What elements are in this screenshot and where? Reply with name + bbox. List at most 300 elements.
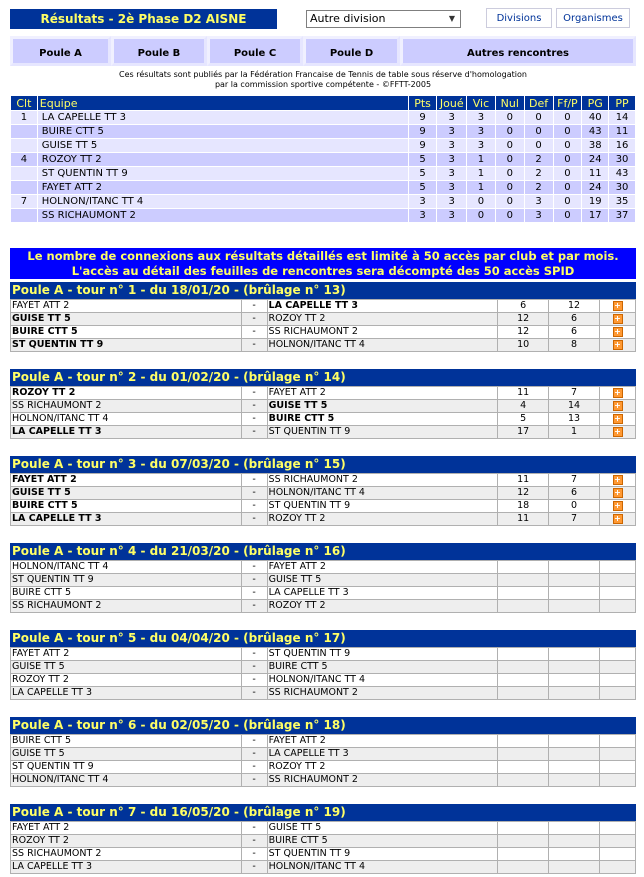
round-matches-table bbox=[10, 299, 636, 352]
match-row bbox=[11, 761, 636, 774]
notice-line-1: Le nombre de connexions aux résultats détaillés est limité à 50 accès par club et par mois. bbox=[27, 249, 619, 263]
home-score: 11 bbox=[498, 474, 549, 487]
match-row bbox=[11, 426, 636, 439]
away-team: HOLNON/ITANC TT 4 bbox=[267, 674, 498, 687]
standings-cell: 43 bbox=[582, 125, 609, 139]
col-pg: PG bbox=[582, 96, 609, 111]
home-score: 12 bbox=[498, 487, 549, 500]
standings-cell: 16 bbox=[609, 139, 636, 153]
standings-cell: 11 bbox=[582, 167, 609, 181]
home-score bbox=[498, 561, 549, 574]
standings-cell: 3 bbox=[408, 209, 437, 223]
away-score bbox=[549, 848, 600, 861]
standings-cell bbox=[11, 167, 38, 181]
standings-cell: 19 bbox=[582, 195, 609, 209]
standings-row bbox=[11, 139, 636, 153]
away-team: ST QUENTIN TT 9 bbox=[267, 848, 498, 861]
standings-cell: 0 bbox=[553, 167, 582, 181]
away-team: GUISE TT 5 bbox=[267, 400, 498, 413]
away-score: 7 bbox=[549, 387, 600, 400]
away-score: 13 bbox=[549, 413, 600, 426]
away-team: GUISE TT 5 bbox=[267, 574, 498, 587]
standings-cell: 17 bbox=[582, 209, 609, 223]
division-select-value: Autre division bbox=[310, 12, 386, 25]
tab-poule-a[interactable]: Poule A bbox=[10, 36, 111, 66]
plus-icon[interactable]: + bbox=[614, 387, 621, 397]
standings-cell: 3 bbox=[437, 139, 467, 153]
detail-cell bbox=[600, 774, 636, 787]
standings-cell: 5 bbox=[408, 181, 437, 195]
home-team: BUIRE CTT 5 bbox=[11, 587, 242, 600]
standings-cell: 3 bbox=[467, 125, 496, 139]
match-row bbox=[11, 474, 636, 487]
detail-cell bbox=[600, 339, 636, 352]
away-score bbox=[549, 574, 600, 587]
away-team: LA CAPELLE TT 3 bbox=[267, 748, 498, 761]
home-score: 12 bbox=[498, 313, 549, 326]
round-matches-table bbox=[10, 386, 636, 439]
away-team: ST QUENTIN TT 9 bbox=[267, 426, 498, 439]
col-pts: Pts bbox=[408, 96, 437, 111]
match-row bbox=[11, 861, 636, 874]
standings-cell: 0 bbox=[495, 153, 524, 167]
standings-cell: 24 bbox=[582, 153, 609, 167]
home-team: LA CAPELLE TT 3 bbox=[11, 513, 242, 526]
plus-icon[interactable]: + bbox=[614, 500, 621, 510]
plus-icon[interactable]: + bbox=[614, 426, 621, 436]
home-score bbox=[498, 848, 549, 861]
team-name: ROZOY TT 2 bbox=[37, 153, 408, 167]
match-separator: - bbox=[241, 500, 267, 513]
home-score bbox=[498, 822, 549, 835]
standings-cell: 0 bbox=[495, 195, 524, 209]
standings-cell: 0 bbox=[553, 153, 582, 167]
match-row bbox=[11, 313, 636, 326]
standings-cell: 0 bbox=[524, 139, 553, 153]
away-team: ST QUENTIN TT 9 bbox=[267, 500, 498, 513]
match-row bbox=[11, 835, 636, 848]
team-name: FAYET ATT 2 bbox=[37, 181, 408, 195]
match-separator: - bbox=[241, 387, 267, 400]
detail-cell bbox=[600, 735, 636, 748]
away-team: LA CAPELLE TT 3 bbox=[267, 587, 498, 600]
away-score: 7 bbox=[549, 474, 600, 487]
away-score: 8 bbox=[549, 339, 600, 352]
match-separator: - bbox=[241, 413, 267, 426]
home-team: ST QUENTIN TT 9 bbox=[11, 574, 242, 587]
standings-cell: 1 bbox=[467, 153, 496, 167]
match-row bbox=[11, 561, 636, 574]
home-score: 11 bbox=[498, 387, 549, 400]
away-team: BUIRE CTT 5 bbox=[267, 835, 498, 848]
detail-cell bbox=[600, 313, 636, 326]
away-team: ROZOY TT 2 bbox=[267, 313, 498, 326]
notice-line-2: L'accès au détail des feuilles de rencontres sera décompté des 50 accès SPID bbox=[71, 264, 575, 278]
away-score bbox=[549, 835, 600, 848]
standings-cell: 3 bbox=[437, 153, 467, 167]
standings-cell: 3 bbox=[467, 139, 496, 153]
standings-cell: 0 bbox=[495, 167, 524, 181]
match-separator: - bbox=[241, 861, 267, 874]
home-team: HOLNON/ITANC TT 4 bbox=[11, 561, 242, 574]
detail-cell bbox=[600, 674, 636, 687]
match-separator: - bbox=[241, 822, 267, 835]
standings-cell: 37 bbox=[609, 209, 636, 223]
standings-cell: 0 bbox=[495, 139, 524, 153]
plus-icon[interactable]: + bbox=[614, 339, 621, 349]
col-clt: Clt bbox=[11, 96, 38, 111]
standings-cell: 1 bbox=[467, 167, 496, 181]
away-score bbox=[549, 748, 600, 761]
round-title: Poule A - tour n° 3 - du 07/03/20 - (brûlage n° 15) bbox=[10, 456, 636, 473]
home-score: 6 bbox=[498, 300, 549, 313]
away-team: ROZOY TT 2 bbox=[267, 513, 498, 526]
away-score: 14 bbox=[549, 400, 600, 413]
standings-table bbox=[10, 95, 636, 223]
detail-cell bbox=[600, 687, 636, 700]
standings-row bbox=[11, 125, 636, 139]
match-row bbox=[11, 300, 636, 313]
tab-poule-d[interactable]: Poule D bbox=[303, 36, 400, 66]
away-team: ROZOY TT 2 bbox=[267, 761, 498, 774]
round-title: Poule A - tour n° 2 - du 01/02/20 - (brûlage n° 14) bbox=[10, 369, 636, 386]
away-team: SS RICHAUMONT 2 bbox=[267, 687, 498, 700]
match-separator: - bbox=[241, 835, 267, 848]
standings-cell: 7 bbox=[11, 195, 38, 209]
detail-cell bbox=[600, 413, 636, 426]
away-score bbox=[549, 661, 600, 674]
round-matches-table bbox=[10, 821, 636, 874]
detail-cell bbox=[600, 387, 636, 400]
round-matches-table bbox=[10, 560, 636, 613]
match-row bbox=[11, 822, 636, 835]
detail-cell bbox=[600, 487, 636, 500]
away-team: HOLNON/ITANC TT 4 bbox=[267, 339, 498, 352]
standings-cell: 3 bbox=[437, 209, 467, 223]
away-score bbox=[549, 861, 600, 874]
standings-cell: 5 bbox=[408, 167, 437, 181]
match-row bbox=[11, 387, 636, 400]
home-team: GUISE TT 5 bbox=[11, 661, 242, 674]
match-separator: - bbox=[241, 674, 267, 687]
standings-cell: 0 bbox=[467, 195, 496, 209]
away-team: BUIRE CTT 5 bbox=[267, 661, 498, 674]
standings-cell: 0 bbox=[495, 181, 524, 195]
plus-icon[interactable]: + bbox=[614, 313, 621, 323]
standings-cell: 3 bbox=[437, 111, 467, 125]
away-score bbox=[549, 561, 600, 574]
match-row bbox=[11, 735, 636, 748]
match-separator: - bbox=[241, 687, 267, 700]
home-score bbox=[498, 648, 549, 661]
home-score: 18 bbox=[498, 500, 549, 513]
plus-icon[interactable]: + bbox=[614, 513, 621, 523]
home-team: LA CAPELLE TT 3 bbox=[11, 861, 242, 874]
detail-cell bbox=[600, 587, 636, 600]
match-separator: - bbox=[241, 474, 267, 487]
away-score bbox=[549, 600, 600, 613]
standings-cell: 24 bbox=[582, 181, 609, 195]
division-select[interactable] bbox=[306, 10, 461, 28]
away-team: FAYET ATT 2 bbox=[267, 561, 498, 574]
standings-cell: 2 bbox=[524, 181, 553, 195]
round-matches-table bbox=[10, 647, 636, 700]
top-bar bbox=[0, 0, 644, 34]
match-separator: - bbox=[241, 300, 267, 313]
home-score: 11 bbox=[498, 513, 549, 526]
home-score bbox=[498, 661, 549, 674]
match-separator: - bbox=[241, 848, 267, 861]
away-score bbox=[549, 674, 600, 687]
standings-cell: 0 bbox=[553, 139, 582, 153]
standings-cell: 0 bbox=[495, 209, 524, 223]
home-team: FAYET ATT 2 bbox=[11, 300, 242, 313]
standings-cell: 0 bbox=[524, 125, 553, 139]
standings-cell: 0 bbox=[495, 111, 524, 125]
match-row bbox=[11, 674, 636, 687]
disclaimer-line-1: Ces résultats sont publiés par la Fédération Francaise de Tennis de table sous réserve d'homologation bbox=[118, 70, 527, 79]
standings-cell: 9 bbox=[408, 125, 437, 139]
round-section bbox=[10, 282, 636, 352]
detail-cell bbox=[600, 574, 636, 587]
away-team: SS RICHAUMONT 2 bbox=[267, 774, 498, 787]
match-row bbox=[11, 774, 636, 787]
away-team: ST QUENTIN TT 9 bbox=[267, 648, 498, 661]
away-score: 6 bbox=[549, 326, 600, 339]
disclaimer bbox=[10, 70, 636, 90]
col-def: Def bbox=[524, 96, 553, 111]
detail-cell bbox=[600, 661, 636, 674]
round-section bbox=[10, 369, 636, 439]
round-title: Poule A - tour n° 7 - du 16/05/20 - (brûlage n° 19) bbox=[10, 804, 636, 821]
away-score: 6 bbox=[549, 487, 600, 500]
home-team: GUISE TT 5 bbox=[11, 313, 242, 326]
page-title: Résultats - 2è Phase D2 AISNE bbox=[10, 9, 277, 29]
team-name: SS RICHAUMONT 2 bbox=[37, 209, 408, 223]
home-score bbox=[498, 748, 549, 761]
match-separator: - bbox=[241, 735, 267, 748]
away-score bbox=[549, 587, 600, 600]
detail-cell bbox=[600, 400, 636, 413]
detail-cell bbox=[600, 835, 636, 848]
standings-cell: 3 bbox=[437, 167, 467, 181]
home-score bbox=[498, 687, 549, 700]
home-team: GUISE TT 5 bbox=[11, 748, 242, 761]
standings-row bbox=[11, 195, 636, 209]
match-separator: - bbox=[241, 400, 267, 413]
standings-cell: 43 bbox=[609, 167, 636, 181]
match-row bbox=[11, 748, 636, 761]
match-separator: - bbox=[241, 339, 267, 352]
detail-cell bbox=[600, 300, 636, 313]
home-team: ROZOY TT 2 bbox=[11, 674, 242, 687]
match-separator: - bbox=[241, 648, 267, 661]
home-score: 17 bbox=[498, 426, 549, 439]
away-score bbox=[549, 774, 600, 787]
home-score: 5 bbox=[498, 413, 549, 426]
standings-cell: 40 bbox=[582, 111, 609, 125]
home-team: FAYET ATT 2 bbox=[11, 648, 242, 661]
standings-cell: 3 bbox=[524, 195, 553, 209]
home-team: GUISE TT 5 bbox=[11, 487, 242, 500]
tab-poule-c[interactable]: Poule C bbox=[207, 36, 303, 66]
home-score bbox=[498, 861, 549, 874]
detail-cell bbox=[600, 513, 636, 526]
away-score: 12 bbox=[549, 300, 600, 313]
chevron-down-icon: ▼ bbox=[448, 14, 456, 23]
match-row bbox=[11, 648, 636, 661]
col-equipe: Equipe bbox=[37, 96, 408, 111]
away-team: ROZOY TT 2 bbox=[267, 600, 498, 613]
standings-cell bbox=[11, 125, 38, 139]
standings-cell bbox=[11, 209, 38, 223]
away-score bbox=[549, 735, 600, 748]
match-separator: - bbox=[241, 587, 267, 600]
match-row bbox=[11, 413, 636, 426]
plus-icon[interactable]: + bbox=[614, 326, 621, 336]
col-pp: PP bbox=[609, 96, 636, 111]
round-section bbox=[10, 543, 636, 613]
detail-cell bbox=[600, 822, 636, 835]
away-team: GUISE TT 5 bbox=[267, 822, 498, 835]
detail-cell bbox=[600, 561, 636, 574]
round-matches-table bbox=[10, 734, 636, 787]
away-team: HOLNON/ITANC TT 4 bbox=[267, 487, 498, 500]
home-team: ROZOY TT 2 bbox=[11, 387, 242, 400]
standings-cell bbox=[11, 139, 38, 153]
round-section bbox=[10, 717, 636, 787]
home-score bbox=[498, 587, 549, 600]
standings-cell: 2 bbox=[524, 153, 553, 167]
team-name: HOLNON/ITANC TT 4 bbox=[37, 195, 408, 209]
away-score: 0 bbox=[549, 500, 600, 513]
standings-cell: 0 bbox=[553, 111, 582, 125]
organismes-link[interactable]: Organismes bbox=[556, 8, 630, 28]
away-team: LA CAPELLE TT 3 bbox=[267, 300, 498, 313]
match-separator: - bbox=[241, 326, 267, 339]
poule-tabs bbox=[10, 36, 636, 66]
away-team: SS RICHAUMONT 2 bbox=[267, 326, 498, 339]
standings-cell: 30 bbox=[609, 181, 636, 195]
round-title: Poule A - tour n° 1 - du 18/01/20 - (brûlage n° 13) bbox=[10, 282, 636, 299]
team-name: ST QUENTIN TT 9 bbox=[37, 167, 408, 181]
away-team: HOLNON/ITANC TT 4 bbox=[267, 861, 498, 874]
match-separator: - bbox=[241, 487, 267, 500]
standings-cell: 3 bbox=[467, 111, 496, 125]
standings-cell: 3 bbox=[524, 209, 553, 223]
match-separator: - bbox=[241, 574, 267, 587]
detail-cell bbox=[600, 648, 636, 661]
home-score bbox=[498, 761, 549, 774]
standings-row bbox=[11, 153, 636, 167]
home-score bbox=[498, 600, 549, 613]
home-team: HOLNON/ITANC TT 4 bbox=[11, 774, 242, 787]
standings-cell: 0 bbox=[495, 125, 524, 139]
home-team: ST QUENTIN TT 9 bbox=[11, 761, 242, 774]
detail-cell bbox=[600, 326, 636, 339]
tab-poule-b[interactable]: Poule B bbox=[111, 36, 207, 66]
standings-cell: 1 bbox=[11, 111, 38, 125]
match-separator: - bbox=[241, 774, 267, 787]
divisions-link[interactable]: Divisions bbox=[486, 8, 552, 28]
home-score bbox=[498, 574, 549, 587]
home-score: 4 bbox=[498, 400, 549, 413]
plus-icon[interactable]: + bbox=[614, 474, 621, 484]
match-row bbox=[11, 513, 636, 526]
match-row bbox=[11, 500, 636, 513]
home-team: BUIRE CTT 5 bbox=[11, 326, 242, 339]
standings-cell: 1 bbox=[467, 181, 496, 195]
plus-icon[interactable]: + bbox=[614, 487, 621, 497]
home-score bbox=[498, 835, 549, 848]
team-name: LA CAPELLE TT 3 bbox=[37, 111, 408, 125]
standings-cell: 0 bbox=[467, 209, 496, 223]
standings-cell bbox=[11, 181, 38, 195]
standings-cell: 9 bbox=[408, 111, 437, 125]
plus-icon[interactable]: + bbox=[614, 300, 621, 310]
away-team: FAYET ATT 2 bbox=[267, 387, 498, 400]
standings-cell: 0 bbox=[553, 181, 582, 195]
standings-header-row bbox=[11, 96, 636, 111]
standings-row bbox=[11, 181, 636, 195]
col-ffp: Ff/P bbox=[553, 96, 582, 111]
tab-autres-rencontres[interactable]: Autres rencontres bbox=[400, 36, 636, 66]
home-team: BUIRE CTT 5 bbox=[11, 735, 242, 748]
plus-icon[interactable]: + bbox=[614, 400, 621, 410]
plus-icon[interactable]: + bbox=[614, 413, 621, 423]
standings-cell: 0 bbox=[553, 125, 582, 139]
standings-cell: 5 bbox=[408, 153, 437, 167]
standings-cell: 3 bbox=[408, 195, 437, 209]
match-row bbox=[11, 848, 636, 861]
match-separator: - bbox=[241, 761, 267, 774]
standings-cell: 14 bbox=[609, 111, 636, 125]
away-score bbox=[549, 648, 600, 661]
match-separator: - bbox=[241, 426, 267, 439]
match-row bbox=[11, 487, 636, 500]
match-row bbox=[11, 587, 636, 600]
match-separator: - bbox=[241, 600, 267, 613]
match-separator: - bbox=[241, 513, 267, 526]
home-team: SS RICHAUMONT 2 bbox=[11, 848, 242, 861]
disclaimer-line-2: par la commission sportive compétente - ©FFTT-2005 bbox=[214, 80, 432, 89]
round-title: Poule A - tour n° 6 - du 02/05/20 - (brûlage n° 18) bbox=[10, 717, 636, 734]
round-section bbox=[10, 630, 636, 700]
detail-cell bbox=[600, 500, 636, 513]
away-team: FAYET ATT 2 bbox=[267, 735, 498, 748]
home-team: FAYET ATT 2 bbox=[11, 474, 242, 487]
home-team: LA CAPELLE TT 3 bbox=[11, 687, 242, 700]
home-team: LA CAPELLE TT 3 bbox=[11, 426, 242, 439]
standings-cell: 0 bbox=[553, 209, 582, 223]
away-score: 1 bbox=[549, 426, 600, 439]
match-row bbox=[11, 339, 636, 352]
match-row bbox=[11, 687, 636, 700]
home-score: 10 bbox=[498, 339, 549, 352]
away-score bbox=[549, 822, 600, 835]
home-score: 12 bbox=[498, 326, 549, 339]
away-score: 6 bbox=[549, 313, 600, 326]
detail-cell bbox=[600, 848, 636, 861]
standings-cell: 0 bbox=[553, 195, 582, 209]
match-row bbox=[11, 400, 636, 413]
standings-row bbox=[11, 167, 636, 181]
standings-cell: 11 bbox=[609, 125, 636, 139]
team-name: GUISE TT 5 bbox=[37, 139, 408, 153]
home-team: HOLNON/ITANC TT 4 bbox=[11, 413, 242, 426]
match-row bbox=[11, 661, 636, 674]
away-team: BUIRE CTT 5 bbox=[267, 413, 498, 426]
